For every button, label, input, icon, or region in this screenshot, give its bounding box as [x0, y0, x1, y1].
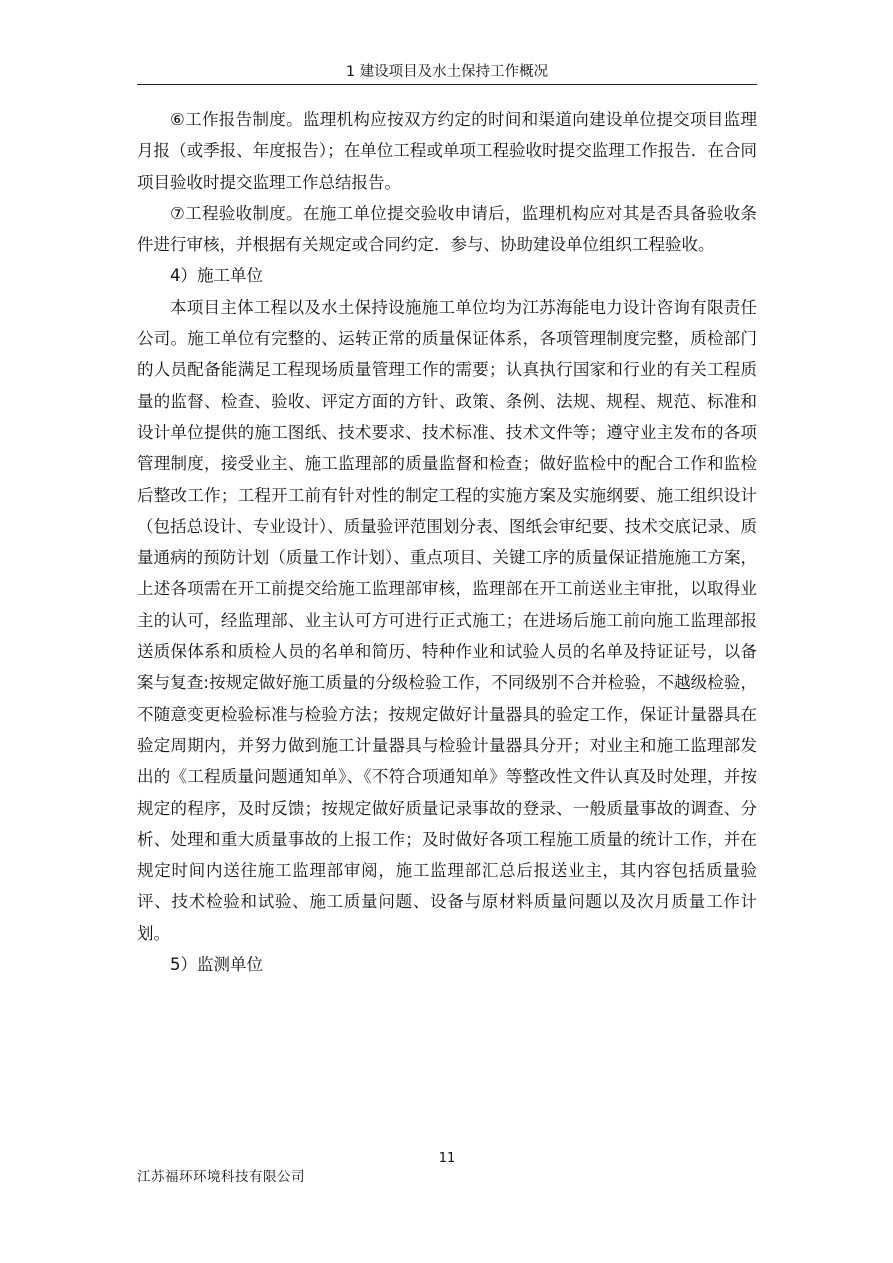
header-divider: [137, 84, 757, 85]
paragraph-work-report-system: ⑥工作报告制度。监理机构应按双方约定的时间和渠道向建设单位提交项目监理月报（或季报、年度报告）；在单位工程或单项工程验收时提交监理工作报告．在合同项目验收时提交监理工作总结报告。: [137, 110, 757, 192]
paragraph-project-acceptance-system: ⑦工程验收制度。在施工单位提交验收申请后，监理机构应对其是否具备验收条件进行审核，并根据有关规定或合同约定．参与、协助建设单位组织工程验收。: [137, 203, 757, 255]
paragraph-construction-unit: 本项目主体工程以及水土保持设施施工单位均为江苏海能电力设计咨询有限责任公司。施工单位有完整的、运转正常的质量保证体系，各项管理制度完整，质检部门的人员配备能满足工程现场质量管理工作的需要；认真执行国家和行业的有关工程质量的监督、检查、验收、评定方面的方针、政策、条例、法规、规程、规范、标准和设计单位提供的施工图纸、技术要求、技术标准、技术文件等；遵守业主发布的各项管理制度，接受业主、施工监理部的质量监督和检查；做好监检中的配合工作和监检后整改工作；工程开工前有针对性的制定工程的实施方案及实施纲要、施工组织设计（包括总设计、专业设计）、质量验评范围划分表、图纸会审纪要、技术交底记录、质量通病的预防计划（质量工作计划）、重点项目、关键工序的质量保证措施施工方案，上述各项需在开工前提交给施工监理部审核，监理部在开工前送业主审批，以取得业主的认可，经监理部、业主认可方可进行正式施工；在进场后施工前向施工监理部报送质保体系和质检人员的名单和简历、特种作业和试验人员的名单及持证证号，以备案与复查:按规定做好施工质量的分级检验工作，不同级别不合并检验，不越级检验，不随意变更检验标准与检验方法；按规定做好计量器具的验定工作，保证计量器具在验定周期内，并努力做到施工计量器具与检验计量器具分开；对业主和施工监理部发出的《工程质量问题通知单》、《不符合项通知单》等整改性文件认真及时处理，并按规定的程序，及时反馈；按规定做好质量记录事故的登录、一般质量事故的调查、分析、处理和重大质量事故的上报工作；及时做好各项工程施工质量的统计工作，并在规定时间内送往施工监理部审阅，施工监理部汇总后报送业主，其内容包括质量验评、技术检验和试验、施工质量问题、设备与原材料质量问题以及次月质量工作计划。: [137, 297, 757, 943]
footer-company-name: 江苏福环环境科技有限公司: [137, 1169, 305, 1185]
document-body: [137, 104, 757, 980]
section-heading-monitoring-unit: 5）监测单位: [170, 955, 263, 975]
page-header-title: 1 建设项目及水土保持工作概况: [345, 64, 549, 80]
section-heading-construction-unit: 4）施工单位: [170, 266, 263, 286]
page-number: 11: [438, 1151, 456, 1166]
